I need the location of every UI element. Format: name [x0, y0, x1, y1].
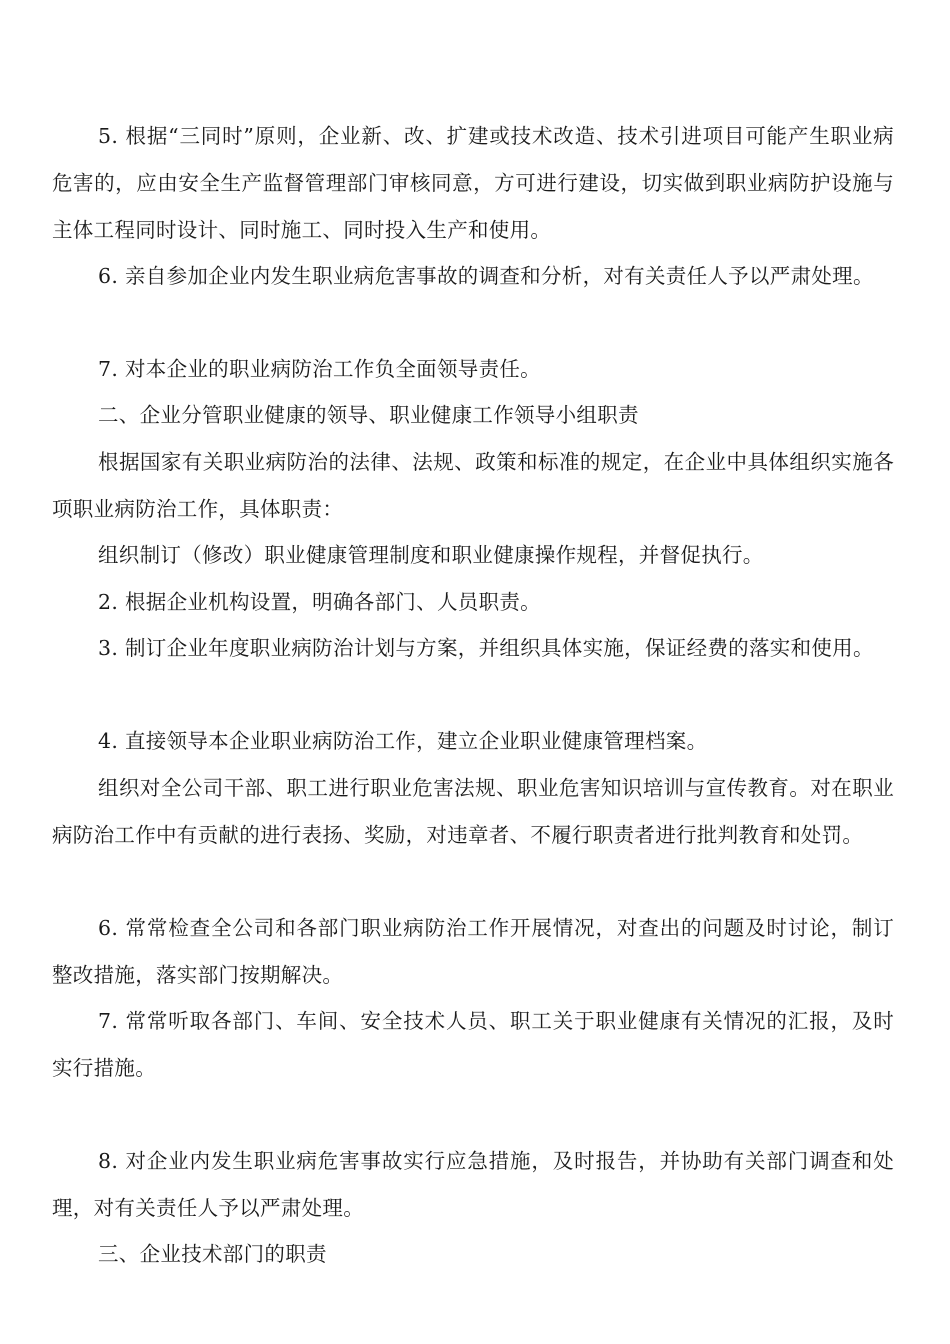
paragraph-item-5-three-simultaneous: 5. 根据“三同时”原则，企业新、改、扩建或技术改造、技术引进项目可能产生职业病危害的，应由安全生产监督管理部门审核同意，方可进行建设，切实做到职业病防护设施与主体工程同时设计、同时施工、同时投入生产和使用。 — [52, 124, 894, 242]
paragraph-item-8-emergency: 8. 对企业内发生职业病危害事故实行应急措施，及时报告，并协助有关部门调查和处理，对有关责任人予以严肃处理。 — [52, 1149, 894, 1220]
section-heading-2: 二、企业分管职业健康的领导、职业健康工作领导小组职责 — [98, 403, 639, 427]
paragraph-item-1-regulations: 组织制订（修改）职业健康管理制度和职业健康操作规程，并督促执行。 — [98, 543, 764, 567]
paragraph-item-7-overall-responsibility: 7. 对本企业的职业病防治工作负全面领导责任。 — [98, 357, 541, 381]
paragraph-item-3-annual-plan: 3. 制订企业年度职业病防治计划与方案，并组织具体实施，保证经费的落实和使用。 — [98, 636, 874, 660]
paragraph-item-5-training: 组织对全公司干部、职工进行职业危害法规、职业危害知识培训与宣传教育。对在职业病防治工作中有贡献的进行表扬、奖励，对违章者、不履行职责者进行批判教育和处罚。 — [52, 776, 894, 847]
paragraph-item-4-direct-leadership: 4. 直接领导本企业职业病防治工作，建立企业职业健康管理档案。 — [98, 729, 708, 753]
section-heading-3: 三、企业技术部门的职责 — [98, 1242, 327, 1266]
paragraph-section-2-intro: 根据国家有关职业病防治的法律、法规、政策和标准的规定，在企业中具体组织实施各项职业病防治工作，具体职责： — [52, 450, 894, 521]
paragraph-item-7-reports: 7. 常常听取各部门、车间、安全技术人员、职工关于职业健康有关情况的汇报，及时实行措施。 — [52, 1009, 894, 1080]
paragraph-item-6-accident-investigation: 6. 亲自参加企业内发生职业病危害事故的调查和分析，对有关责任人予以严肃处理。 — [98, 264, 874, 288]
paragraph-item-6-inspection: 6. 常常检查全公司和各部门职业病防治工作开展情况，对查出的问题及时讨论，制订整改措施，落实部门按期解决。 — [52, 916, 894, 987]
paragraph-item-2-org-structure: 2. 根据企业机构设置，明确各部门、人员职责。 — [98, 590, 541, 614]
